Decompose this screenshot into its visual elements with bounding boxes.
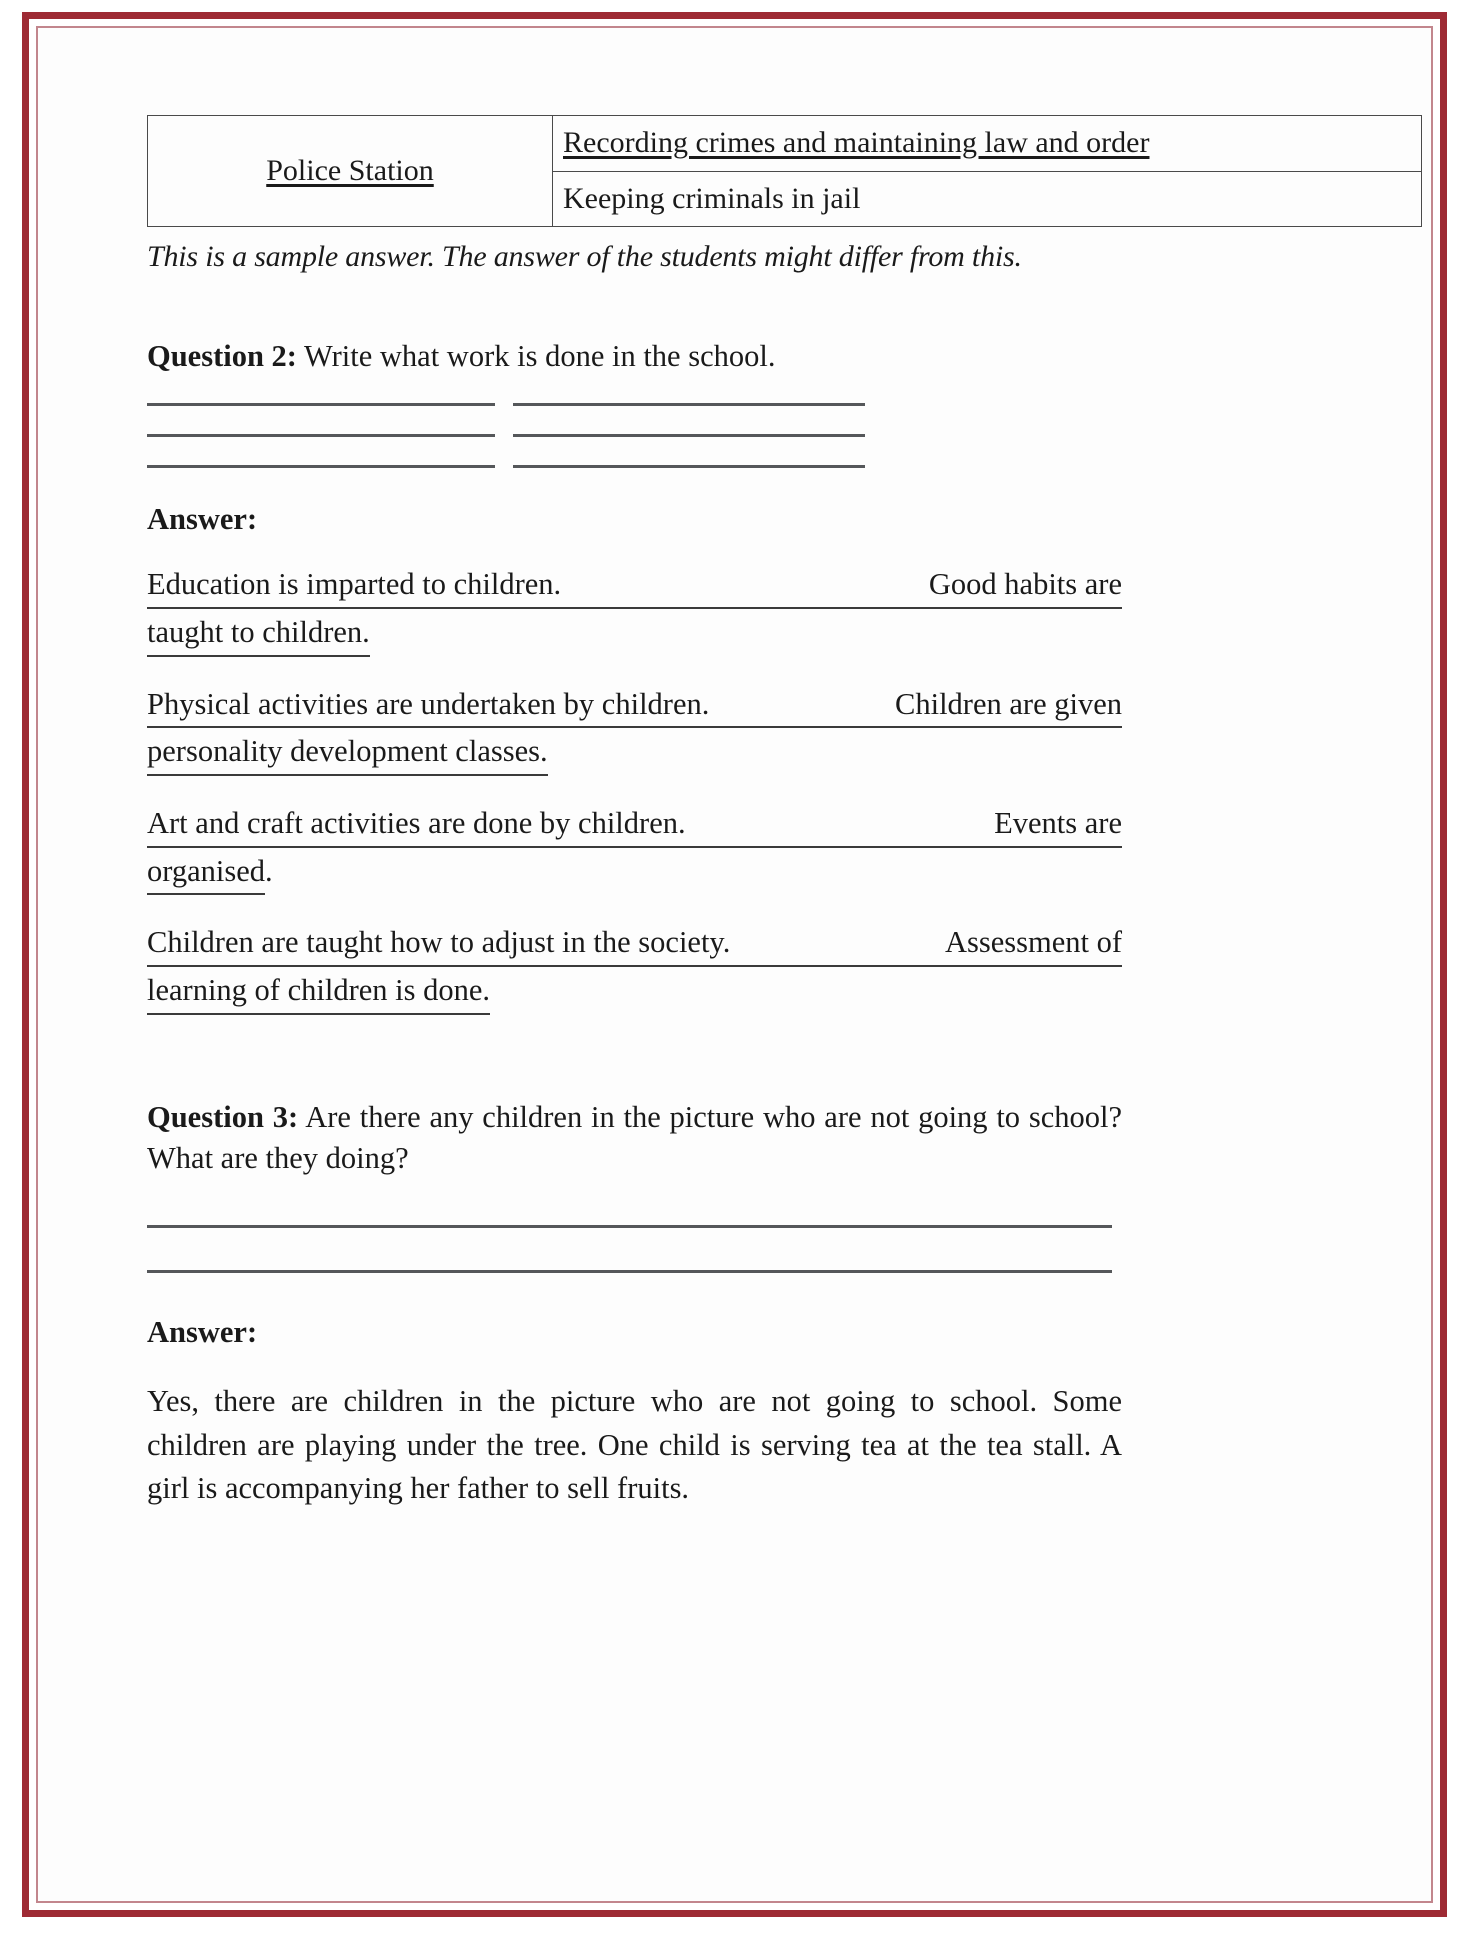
table-row [148,116,1422,172]
question-2-answer-label: Answer: [147,502,258,537]
institution-name: Police Station [266,153,434,187]
question-2-blank-lines [147,403,1379,468]
question-3 [147,1097,1122,1179]
answer-line-right: Children are given [895,686,1122,721]
blank-line-segment [147,465,495,468]
table-cell-duty-1 [553,116,1422,172]
blank-line-segment [147,434,495,437]
question-3-answer-label: Answer: [147,1315,258,1350]
answer-line-tail: learning of children is done. [147,969,490,1015]
blank-line-row [147,465,1379,468]
table-cell-duty-2 [553,171,1422,227]
answer-block [147,563,1379,656]
answer-line-right: Events are [994,806,1122,841]
question-3-text: Are there any children in the picture who are not going to school? What are they doing? [147,1099,1122,1176]
answer-line [147,921,1122,967]
question-3-answer-paragraph: Yes, there are children in the picture who are not going to school. Some children are playing under the tree. One child is serving tea at the tea stall. A girl is accompanying her father to sell fruits. [147,1384,1122,1505]
duties-table [147,115,1422,227]
question-2-label: Question 2: [147,339,297,374]
answer-tail-wrap [147,611,1379,657]
answer-line-tail: personality development classes. [147,730,548,776]
blank-line-full [147,1225,1112,1228]
question-3-label: Question 3: [147,1099,299,1134]
answer-line-tail: taught to children. [147,611,370,657]
duties-table-body [148,116,1422,227]
answer-line [147,563,1122,609]
table-cell-institution [148,116,553,227]
duty-text-2: Keeping criminals in jail [563,181,861,215]
answer-line-tail: organised [147,850,265,896]
answer-line-right: Assessment of [944,925,1122,960]
answer-line-left: Art and craft activities are done by children. [147,806,686,841]
answer-tail-wrap [147,850,1379,896]
sample-answer-note: This is a sample answer. The answer of the students might differ from this. [147,240,1022,274]
answer-block [147,683,1379,776]
question-2 [147,336,1379,377]
answer-line-left: Physical activities are undertaken by children. [147,686,710,721]
blank-line-row [147,403,1379,406]
blank-line-full [147,1270,1112,1273]
blank-line-segment [147,403,495,406]
answer-line-left: Children are taught how to adjust in the society. [147,925,731,960]
answer-line-right: Good habits are [928,567,1122,602]
blank-line-row [147,434,1379,437]
blank-line-segment [513,403,865,406]
duty-text-1: Recording crimes and maintaining law and order [563,126,1150,159]
answer-line [147,802,1122,848]
question-3-blank-lines [147,1225,1379,1273]
answer-block [147,802,1379,895]
answer-tail-trailing: . [265,853,273,888]
blank-line-segment [513,434,865,437]
question-2-text: Write what work is done in the school. [304,339,776,374]
answer-line-left: Education is imparted to children. [147,567,562,602]
document-content [147,115,1379,1510]
page-border-frame [22,12,1447,1917]
answer-line [147,683,1122,729]
answer-tail-wrap [147,969,1379,1015]
answer-block [147,921,1379,1014]
answer-tail-wrap [147,730,1379,776]
blank-line-segment [513,465,865,468]
